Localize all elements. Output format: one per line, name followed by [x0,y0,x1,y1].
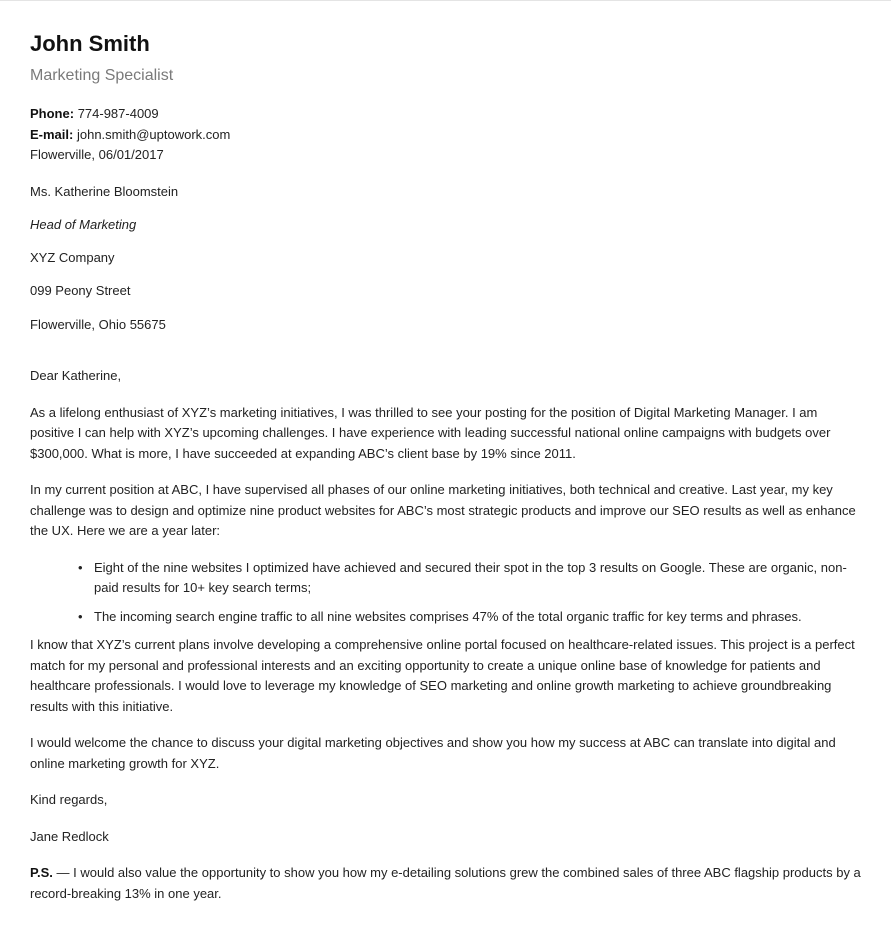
applicant-name: John Smith [30,31,150,56]
list-item-text: The incoming search engine traffic to all nine websites comprises 47% of the total organic traffic for key terms and phrases. [94,608,802,624]
bullet-icon: • [78,559,83,575]
signature: Jane Redlock [30,828,109,844]
email-label: E-mail: [30,126,74,142]
list-item-text: Eight of the nine websites I optimized have achieved and secured their spot in the top 3 results on Google. These are organic, non-paid results for 10+ key search terms; [94,559,847,596]
postscript [30,863,863,904]
ps-label: P.S. [30,865,53,881]
list-item [78,558,863,599]
applicant-title: Marketing Specialist [30,67,174,84]
closing: Kind regards, [30,792,108,808]
cover-letter [30,30,863,904]
recipient-street: 099 Peony Street [30,283,131,299]
body-paragraph: I would welcome the chance to discuss your digital marketing objectives and show you how my success at ABC can translate into digital and online marketing growth for XYZ. [30,735,836,771]
body-paragraph: I know that XYZ’s current plans involve developing a comprehensive online portal focused on healthcare-related issues. This project is a perfect match for my personal and professional interests and an exciting opportunity to create a unique online base of knowledge for patients and healthcare professionals. I would love to leverage my knowledge of SEO marketing and online growth marketing to achieve groundbreaking results with this initiative. [30,637,855,714]
contact-block [30,104,863,166]
top-divider [0,0,891,1]
body-paragraph: As a lifelong enthusiast of XYZ’s marketing initiatives, I was thrilled to see your posting for the position of Digital Marketing Manager. I am positive I can help with XYZ’s upcoming challenges. I have experience with leading successful national online campaigns with budgets over $300,000. What is more, I have succeeded at expanding ABC’s client base by 19% since 2011. [30,404,831,461]
recipient-position: Head of Marketing [30,216,137,232]
body-paragraph: In my current position at ABC, I have supervised all phases of our online marketing initiatives, both technical and creative. Last year, my key challenge was to design and optimize nine product websites for ABC’s most strategic products and improve our SEO results as well as enhance the UX. Here we are a year later: [30,482,856,539]
recipient-block [30,182,863,336]
recipient-city: Flowerville, Ohio 55675 [30,316,166,332]
ps-text: — I would also value the opportunity to show you how my e-detailing solutions grew the combined sales of three ABC flagship products by a record-breaking 13% in one year. [30,865,861,901]
recipient-company: XYZ Company [30,250,115,266]
phone-line [30,104,863,125]
greeting: Dear Katherine, [30,368,122,384]
email-line [30,125,863,146]
recipient-name: Ms. Katherine Bloomstein [30,183,179,199]
bullet-icon: • [78,608,83,624]
achievements-list [30,558,863,628]
phone-label: Phone: [30,106,75,121]
phone-value: 774-987-4009 [77,106,159,121]
list-item [78,607,863,628]
place-date: Flowerville, 06/01/2017 [30,147,164,162]
email-value: john.smith@uptowork.com [76,126,231,142]
